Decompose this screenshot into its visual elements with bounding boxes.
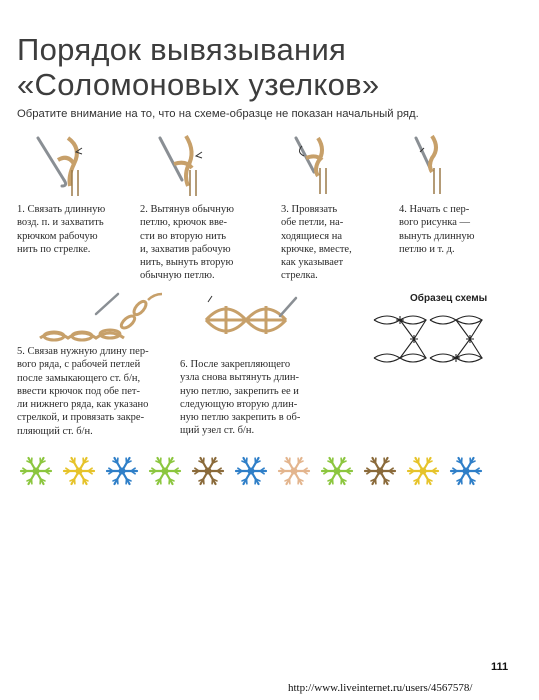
step-6-line: щий узел ст. б/н. [180,425,255,437]
step-2-line: нить, вынуть вторую [140,257,234,269]
step-6-text [180,358,340,438]
title-line-2: «Соломоновых узелков» [17,67,380,102]
step-2-line: сти во вторую нить [140,230,227,242]
step-6-illustration [200,292,300,348]
scheme-diagram [370,310,495,368]
step-2-line: петлю, крючок вве- [140,217,228,229]
step-3-line: как указывает [281,257,344,269]
snowflake-icon [451,458,481,484]
step-5-line: ввести крючок под обе пет- [17,385,140,397]
step-3-line: стрелка. [281,270,318,282]
step-5-text [17,345,177,438]
step-4-line: вынуть длинную [399,230,475,242]
step-3-line: ходящиеся на [281,230,342,242]
step-1-line: нить по стрелке. [17,243,91,255]
snowflake-icon [365,458,395,484]
step-1-line: крючком рабочую [17,230,98,242]
snowflake-icon [322,458,352,484]
step-5-line: пляющий ст. б/н. [17,425,93,437]
step-6-line: следующую вторую длин- [180,398,298,410]
step-6-line: ную петлю, закрепить ее и [180,385,299,397]
step-3-illustration [290,132,340,196]
snowflake-icon [279,458,309,484]
step-2-text [140,203,265,283]
snowflake-icon [64,458,94,484]
step-6-line: 6. После закрепляющего [180,359,291,370]
step-5-line: стрелкой, и провязать закре- [17,412,145,424]
snowflake-icon [107,458,137,484]
step-2-line: обычную петлю. [140,270,215,282]
step-5-line: ли нижнего ряда, как указано [17,399,149,411]
step-3-line: обе петли, на- [281,217,344,229]
page-title [17,32,527,102]
step-4-illustration [410,132,450,196]
step-3-line: крючке, вместе, [281,243,352,255]
step-6-line: узла снова вытянуть длин- [180,372,300,384]
step-5-line: 5. Связав нужную длину пер- [17,346,149,357]
step-3-text [281,203,391,283]
footer-source-url: http://www.liveinternet.ru/users/4567578/ [288,682,473,694]
step-1-line: возд. п. и захватить [17,217,104,229]
page-number: 111 [491,661,509,673]
step-5-line: вого ряда, с рабочей петлей [17,359,141,371]
scheme-sample-label: Образец схемы [410,293,488,304]
snowflake-icon [150,458,180,484]
step-4-line: петлю и т. д. [399,243,455,255]
step-2-line: и, захватив рабочую [140,243,231,255]
snowflake-icon [21,458,51,484]
snowflake-icon [408,458,438,484]
step-1-line: 1. Связать длинную [17,204,106,215]
title-line-1: Порядок вывязывания [17,32,347,67]
step-5-line: после замыкающего ст. б/н, [17,372,141,384]
snowflake-icon [236,458,266,484]
step-3-line: 3. Провязать [281,204,338,215]
snowflake-icon [193,458,223,484]
step-4-line: 4. Начать с пер- [399,204,470,215]
step-1-illustration [28,130,98,198]
subtitle-note: Обратите внимание на то, что на схеме-образце не показан начальный ряд. [17,108,419,120]
step-5-illustration [36,288,166,346]
step-2-line: 2. Вытянув обычную [140,204,234,215]
step-6-line: ную петлю закрепить в об- [180,412,301,424]
step-4-line: вого рисунка — [399,217,471,229]
step-4-text [399,203,509,256]
step-1-text [17,203,137,256]
step-2-illustration [152,130,212,198]
snowflake-ornament-row [18,450,488,492]
